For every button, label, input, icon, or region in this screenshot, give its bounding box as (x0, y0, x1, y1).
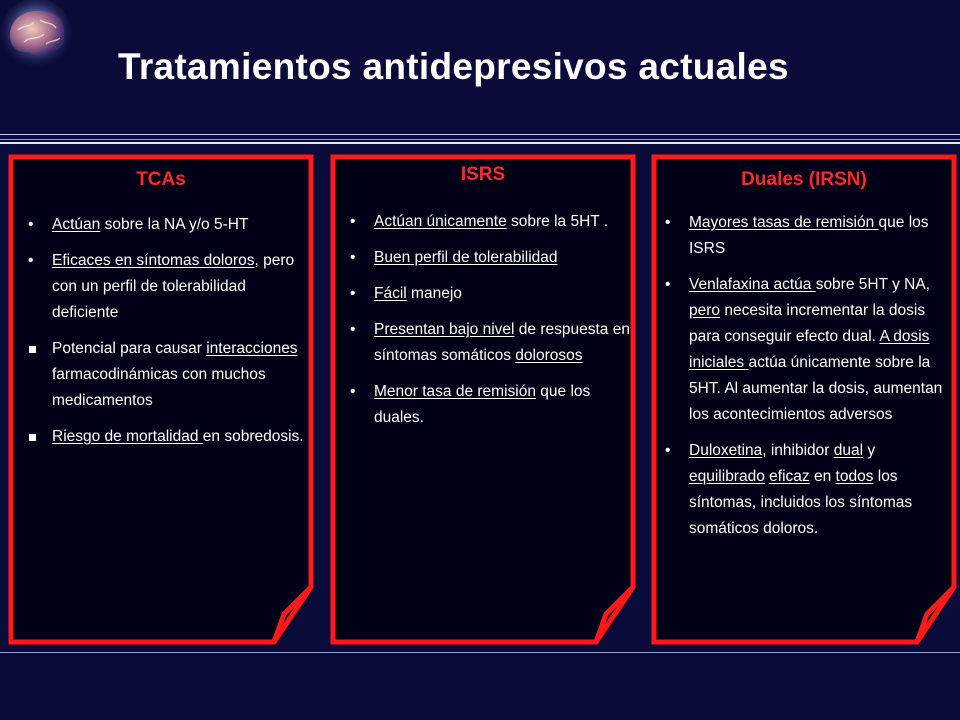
bullet-item (665, 438, 951, 542)
card-heading: Duales (IRSN) (741, 169, 867, 190)
card-tcas (6, 152, 316, 647)
bullet-text: farmacodinámicas con muchos medicamentos (52, 366, 266, 409)
page-title: Tratamientos antidepresivos actuales (118, 46, 789, 87)
underlined-text: eficaz (769, 468, 810, 485)
bullet-item (28, 336, 304, 414)
underlined-text: Riesgo de mortalidad (52, 428, 203, 445)
underlined-text: equilibrado (689, 468, 765, 485)
bullet-text: de respuesta en síntomas somáticos (374, 321, 630, 364)
bullet-dot-icon (350, 245, 374, 271)
underlined-text: dual (833, 442, 864, 459)
bullet-text: y (863, 442, 876, 459)
underlined-text: Duloxetina (689, 442, 763, 459)
underlined-text: Venlafaxina actúa (689, 276, 816, 293)
bullet-dot-icon (665, 272, 689, 298)
underlined-text: Menor tasa de remisión (374, 383, 536, 400)
bullet-text: sobre 5HT y NA, (815, 276, 930, 293)
underlined-text: dolorosos (515, 347, 583, 364)
bullet-item (350, 379, 630, 431)
header-divider (0, 134, 960, 135)
bullet-dot-icon (665, 210, 689, 236)
bullet-text: en (809, 468, 836, 485)
card-heading: TCAs (136, 169, 186, 190)
bullet-dot-icon (28, 248, 52, 274)
bullet-item (28, 248, 304, 326)
brain-icon (0, 0, 78, 78)
bullet-item (28, 424, 304, 450)
bullet-item (350, 209, 630, 235)
bullet-item (28, 212, 304, 238)
bullet-dot-icon (350, 209, 374, 235)
bullet-item (665, 210, 951, 262)
underlined-text: todos (835, 468, 874, 485)
footer-divider (0, 652, 960, 653)
bullet-dot-icon (665, 438, 689, 464)
header-divider (0, 139, 960, 140)
card-duales (649, 152, 959, 647)
bullet-text: los síntomas, incluidos los síntomas somáticos doloros. (689, 468, 913, 537)
bullet-text: manejo (406, 285, 462, 302)
bullet-text: actúa únicamente sobre la 5HT. Al aumentar la dosis, aumentan los acontecimientos adversos (689, 354, 943, 423)
bullet-text: sobre la 5HT . (506, 213, 609, 230)
bullet-dot-icon (28, 212, 52, 238)
card-bullet-list (665, 210, 951, 552)
bullet-text: que los ISRS (689, 214, 929, 257)
bullet-dot-icon (350, 317, 374, 343)
card-bullet-list (350, 209, 630, 441)
bullet-text: necesita incrementar la dosis para conseguir efecto dual. (689, 302, 926, 345)
bullet-text: sobre la NA y/o 5-HT (100, 216, 249, 233)
bullet-text: , inhibidor (762, 442, 834, 459)
underlined-text: Actúan (52, 216, 101, 233)
underlined-text: Presentan bajo nivel (374, 321, 515, 338)
card-bullet-list (28, 212, 304, 460)
bullet-text: , pero con un perfil de tolerabilidad deficiente (52, 252, 295, 321)
bullet-item (350, 245, 630, 271)
underlined-text: Mayores tasas de remisión (689, 214, 879, 231)
underlined-text: Fácil (374, 285, 407, 302)
underlined-text: Eficaces en síntomas doloros (52, 252, 255, 269)
bullet-item (350, 281, 630, 307)
card-heading: ISRS (460, 164, 506, 185)
bullet-text: en sobredosis. (202, 428, 304, 445)
bullet-dot-icon (350, 379, 374, 405)
underlined-text: interacciones (206, 340, 298, 357)
bullet-text: que los duales. (374, 383, 591, 426)
underlined-text: A dosis iniciales (689, 328, 930, 371)
bullet-item (350, 317, 630, 369)
underlined-text: pero (689, 302, 721, 319)
header-divider (0, 142, 960, 144)
card-isrs (328, 152, 638, 647)
bullet-item (665, 272, 951, 428)
underlined-text: Actúan únicamente (374, 213, 507, 230)
bullet-dot-icon (350, 281, 374, 307)
bullet-text: Potencial para causar (52, 340, 207, 357)
underlined-text: Buen perfil de tolerabilidad (374, 249, 558, 266)
